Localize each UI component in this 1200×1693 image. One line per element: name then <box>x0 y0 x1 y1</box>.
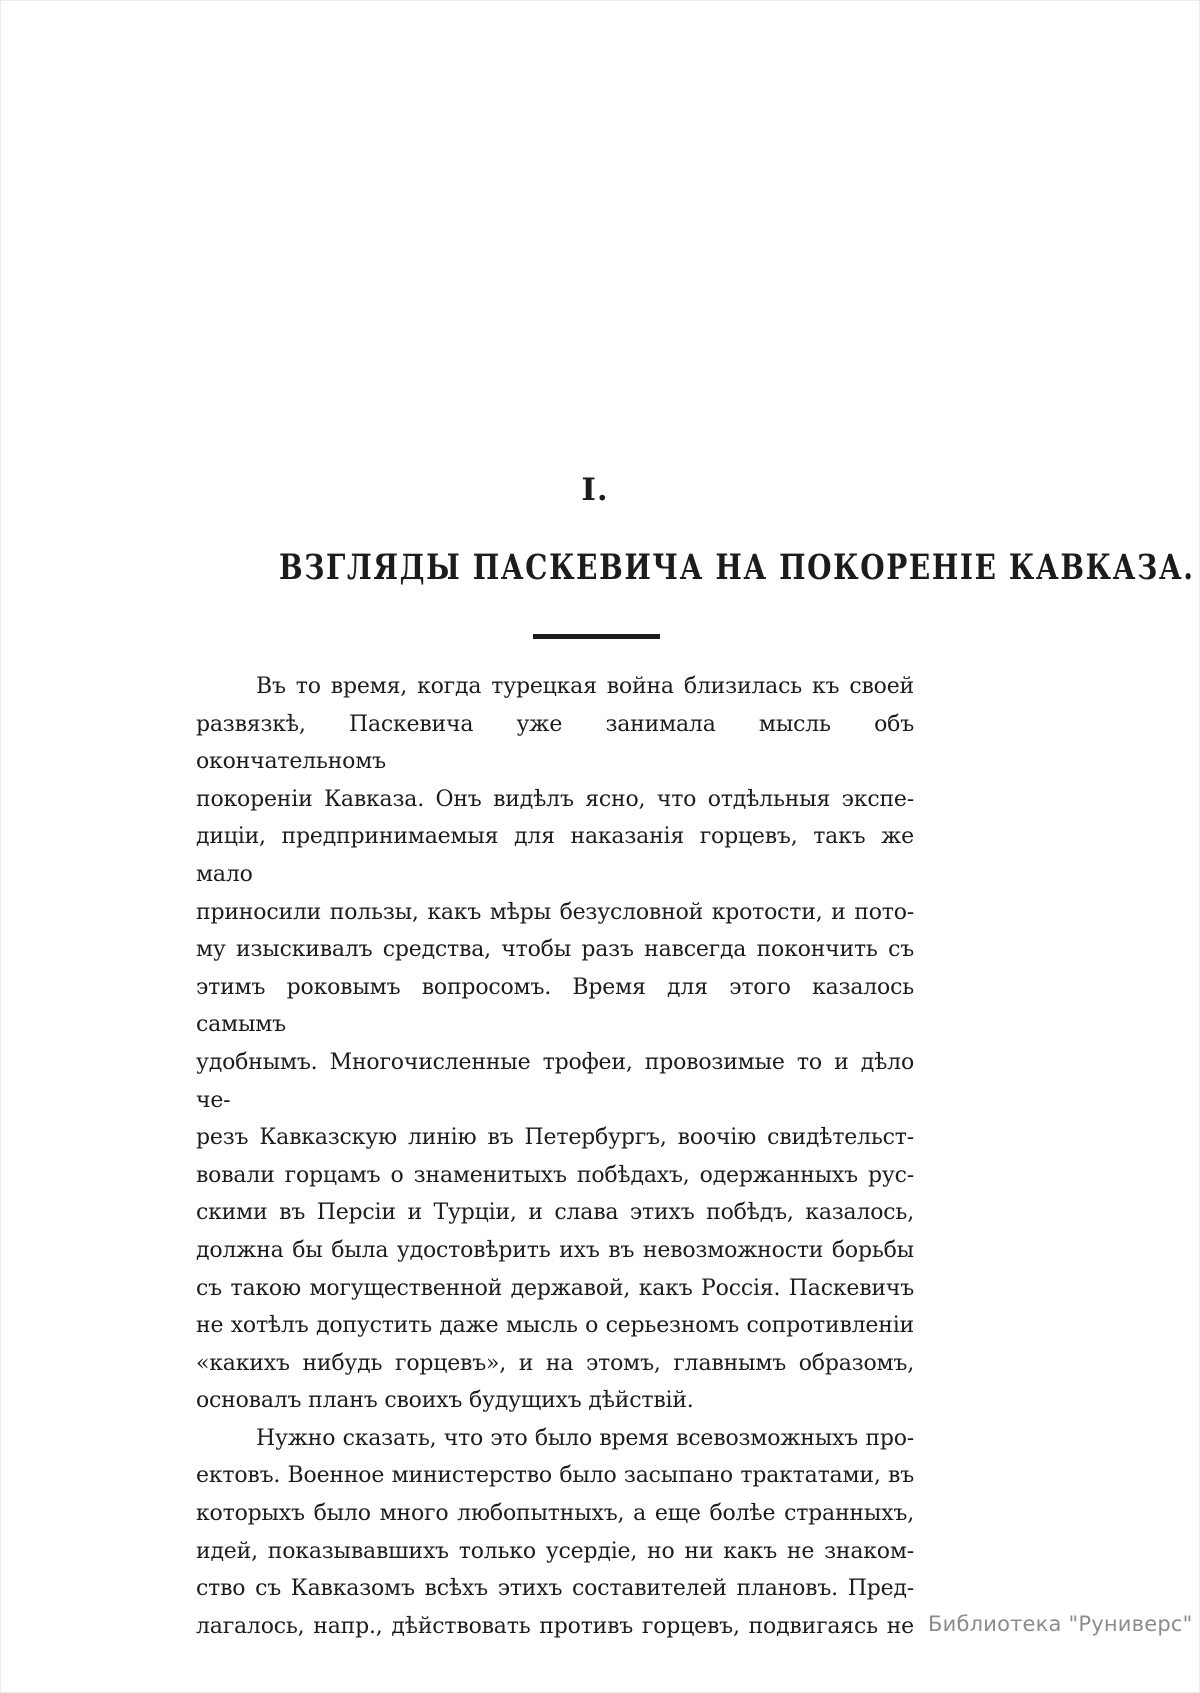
text-line: му изыскивалъ средства, чтобы разъ навсегда покончить съ <box>196 937 914 963</box>
text-line: лагалось, напр., дѣйствовать противъ горцевъ, подвигаясь не <box>196 1613 914 1639</box>
text-line: не хотѣлъ допустить даже мысль о серьезномъ сопротивленіи <box>196 1313 914 1339</box>
text-line: «какихъ нибудь горцевъ», и на этомъ, главнымъ образомъ, <box>196 1350 914 1376</box>
text-line: резъ Кавказскую линію въ Петербургъ, воочію свидѣтельст- <box>196 1125 914 1151</box>
text-line: Въ то время, когда турецкая война близилась къ своей <box>256 674 914 699</box>
text-line: ектовъ. Военное министерство было засыпано трактатами, въ <box>196 1463 914 1489</box>
text-line: вовали горцамъ о знаменитыхъ побѣдахъ, одержанныхъ рус- <box>196 1162 914 1188</box>
text-line: этимъ роковымъ вопросомъ. Время для этого казалось самымъ <box>196 974 914 1038</box>
page-title: ВЗГЛЯДЫ ПАСКЕВИЧА НА ПОКОРЕНІЕ КАВКАЗА. <box>279 547 1195 588</box>
library-watermark: Библиотека "Руниверс" <box>928 1612 1193 1636</box>
title-divider-rule <box>533 634 660 639</box>
text-line: развязкѣ, Паскевича уже занимала мысль объ окончательномъ <box>196 711 914 775</box>
body-text <box>196 668 914 1645</box>
text-line: идей, показывавшихъ только усердіе, но ни какъ не знаком- <box>196 1538 914 1564</box>
text-line: диціи, предпринимаемыя для наказанія горцевъ, такъ же мало <box>196 824 914 887</box>
text-line: Нужно сказать, что это было время всевозможныхъ про- <box>256 1425 914 1451</box>
text-line: съ такою могущественной державой, какъ Россія. Паскевичъ <box>196 1275 914 1301</box>
text-line: которыхъ было много любопытныхъ, а еще болѣе странныхъ, <box>196 1501 914 1527</box>
paragraph <box>196 1420 914 1646</box>
text-line: ство съ Кавказомъ всѣхъ этихъ составителей плановъ. Пред- <box>196 1576 914 1602</box>
text-line: должна бы была удостовѣрить ихъ въ невозможности борьбы <box>196 1237 914 1263</box>
text-line: покореніи Кавказа. Онъ видѣлъ ясно, что отдѣльныя экспе- <box>196 786 914 812</box>
text-line: основалъ планъ своихъ будущихъ дѣйствій. <box>196 1388 694 1414</box>
paragraph <box>196 668 914 1420</box>
text-line: приносили пользы, какъ мѣры безусловной кротости, и пото- <box>196 899 914 925</box>
text-line: скими въ Персіи и Турціи, и слава этихъ побѣдъ, казалось, <box>196 1200 914 1226</box>
text-line: удобнымъ. Многочисленные трофеи, провозимые то и дѣло че- <box>196 1049 914 1113</box>
chapter-number: I. <box>581 472 609 508</box>
